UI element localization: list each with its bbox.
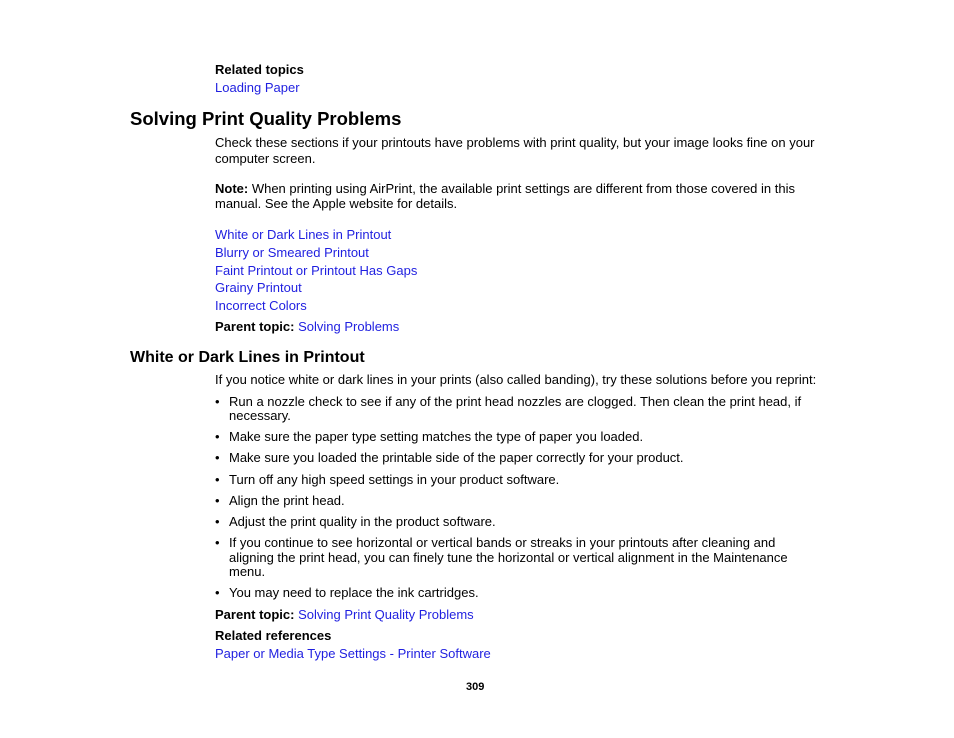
note-line-1	[215, 181, 795, 196]
bullet-text: menu.	[229, 564, 266, 579]
link-white-dark-lines[interactable]: White or Dark Lines in Printout	[215, 227, 392, 242]
parent-topic-link-solving-print-quality[interactable]: Solving Print Quality Problems	[298, 607, 474, 622]
bullet-text: Run a nozzle check to see if any of the print head nozzles are clogged. Then clean the print head, if	[229, 394, 802, 409]
note-label: Note:	[215, 181, 249, 196]
bullet-marker: •	[215, 450, 220, 465]
bullet-marker: •	[215, 472, 220, 487]
parent-topic-label: Parent topic:	[215, 319, 295, 334]
related-references-heading: Related references	[215, 628, 332, 643]
page-number: 309	[466, 681, 485, 693]
loading-paper-link[interactable]: Loading Paper	[215, 80, 300, 95]
bullet-marker: •	[215, 493, 220, 508]
note-text-1: When printing using AirPrint, the available print settings are different from those covered in this	[248, 181, 795, 196]
bullet-marker: •	[215, 429, 220, 444]
link-faint-printout[interactable]: Faint Printout or Printout Has Gaps	[215, 263, 418, 278]
bullet-marker: •	[215, 585, 220, 600]
link-grainy-printout[interactable]: Grainy Printout	[215, 280, 302, 295]
parent-topic-1	[215, 319, 399, 334]
link-blurry-smeared[interactable]: Blurry or Smeared Printout	[215, 245, 369, 260]
bullet-text: Align the print head.	[229, 493, 345, 508]
bullet-text: Turn off any high speed settings in your product software.	[229, 472, 560, 487]
bullet-text: If you continue to see horizontal or vertical bands or streaks in your printouts after cleaning and	[229, 535, 776, 550]
intro-line-1: Check these sections if your printouts have problems with print quality, but your image looks fine on your	[215, 135, 815, 150]
bullet-text: Make sure you loaded the printable side of the paper correctly for your product.	[229, 450, 684, 465]
related-topics-heading: Related topics	[215, 62, 304, 77]
section-title-white-dark-lines: White or Dark Lines in Printout	[130, 349, 365, 366]
link-incorrect-colors[interactable]: Incorrect Colors	[215, 298, 307, 313]
section-title-solving-print-quality: Solving Print Quality Problems	[130, 108, 402, 129]
intro-line-2: computer screen.	[215, 151, 316, 166]
section2-intro: If you notice white or dark lines in your prints (also called banding), try these solutions before you reprint:	[215, 372, 817, 387]
bullet-text: aligning the print head, you can finely tune the horizontal or vertical alignment in the Maintenance	[229, 550, 788, 565]
bullet-text: You may need to replace the ink cartridges.	[229, 585, 479, 600]
bullet-text: necessary.	[229, 408, 291, 423]
bullet-marker: •	[215, 514, 220, 529]
parent-topic-2	[215, 607, 474, 622]
parent-topic-label: Parent topic:	[215, 607, 295, 622]
bullet-text: Adjust the print quality in the product software.	[229, 514, 496, 529]
note-line-2: manual. See the Apple website for details.	[215, 196, 458, 211]
bullet-marker: •	[215, 394, 220, 409]
parent-topic-link-solving-problems[interactable]: Solving Problems	[298, 319, 400, 334]
link-paper-media-type-settings[interactable]: Paper or Media Type Settings - Printer Software	[215, 646, 491, 661]
bullet-marker: •	[215, 535, 220, 550]
bullet-text: Make sure the paper type setting matches the type of paper you loaded.	[229, 429, 644, 444]
